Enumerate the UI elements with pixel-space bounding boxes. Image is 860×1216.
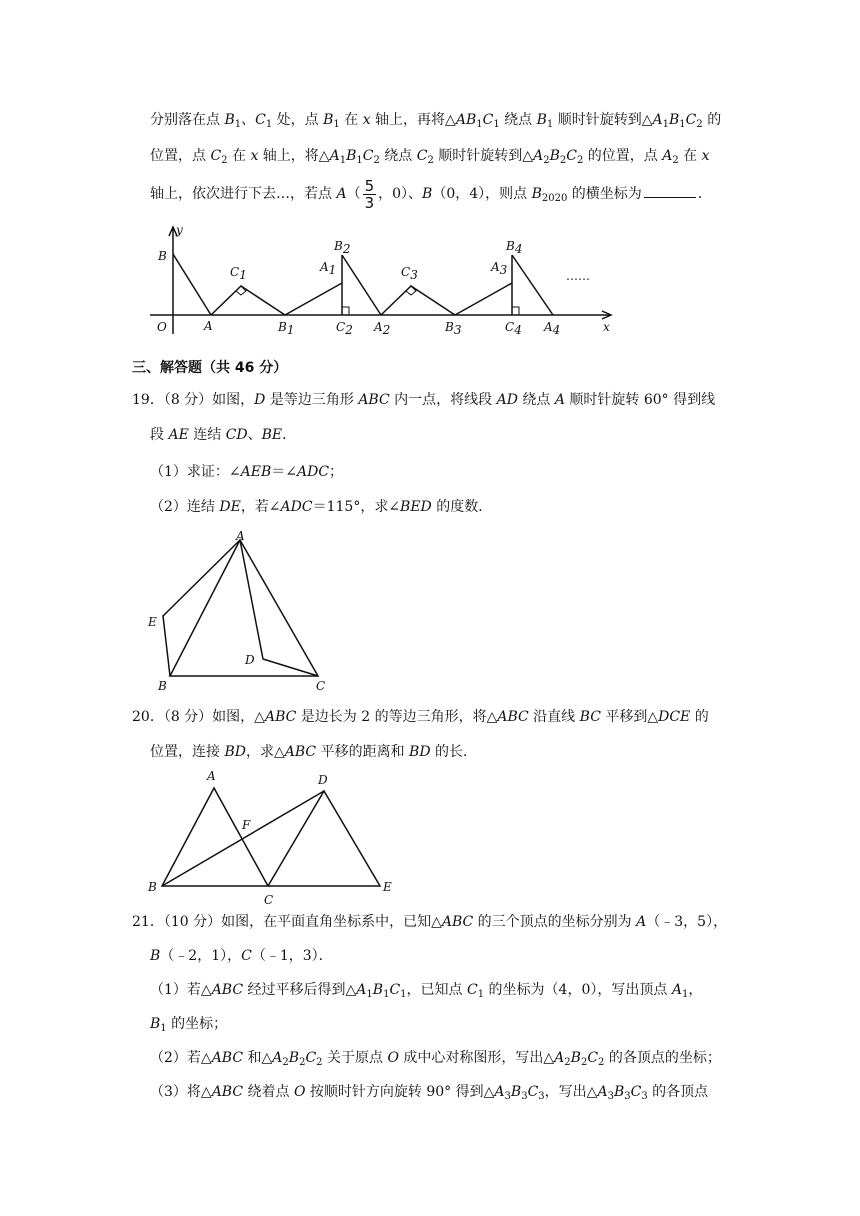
label-C: C xyxy=(264,893,274,907)
triangle-ABC xyxy=(162,788,268,886)
q19-line2: 段 AE 连结 CD、BE． xyxy=(150,427,297,443)
label-y: y xyxy=(176,223,183,237)
label-D: D xyxy=(245,653,255,667)
section-title: 三、解答题（共 46 分） xyxy=(132,360,288,376)
label-A2: A2 xyxy=(374,320,391,337)
label-A3: A3 xyxy=(491,260,508,277)
triangle-DCE xyxy=(268,791,380,886)
q19-part2: （2）连结 DE，若∠ADC＝115°，求∠BED 的度数． xyxy=(150,499,493,515)
q19-part1: （1）求证：∠AEB＝∠ADC； xyxy=(150,464,344,480)
label-D: D xyxy=(318,773,328,787)
q18-text-line1: 分别落在点 $B_1$、$C_1$ 处，点 $B_1$ 在 x 轴上，再将$\triangle AB_1C_1$ 绕点 $B_1$ 顺时针旋转到$\triangle A_1B_1C_2$ 的 xyxy=(150,112,722,130)
label-B1: B1 xyxy=(278,320,295,337)
label-E: E xyxy=(383,880,392,894)
q18-text-line3: 轴上，依次进行下去…，若点 A（ $\frac{5}{3}$ ，0）、B（0，4），则点 $B_{2020}$ 的横坐标为 ． xyxy=(150,176,712,212)
label-B4: B4 xyxy=(506,239,523,256)
q21-part3: （3）将△ABC 绕着点 O 按顺时针方向旋转 90° 得到$\triangle A_3B_3C_3$，写出$\triangle A_3B_3C_3$ 的各顶点 xyxy=(150,1084,709,1102)
label-B: B xyxy=(148,880,157,894)
q21-part2: （2）若△ABC 和$\triangle A_2B_2C_2$ 关于原点 O 成中心对称图形，写出$\triangle A_2B_2C_2$ 的各顶点的坐标； xyxy=(150,1050,721,1068)
label-B: B xyxy=(158,249,167,263)
label-ellipsis: …… xyxy=(566,269,590,283)
label-A1: A1 xyxy=(320,260,337,277)
label-E: E xyxy=(148,615,157,629)
q18-text-line2: 位置，点 $C_2$ 在 x 轴上，将$\triangle A_1B_1C_2$ 绕点 $C_2$ 顺时针旋转到$\triangle A_2B_2C_2$ 的位置，点 $A_2$ 在 x xyxy=(150,148,710,166)
label-A: A xyxy=(236,529,245,543)
q20-line1: 20．（8 分）如图，△ABC 是边长为 2 的等边三角形，将△ABC 沿直线 BC 平移到△DCE 的 xyxy=(132,709,709,725)
label-C4: C4 xyxy=(505,320,522,337)
label-B3: B3 xyxy=(445,320,462,337)
fraction-5-3: $\frac{5}{3}$ xyxy=(364,176,375,212)
label-O: O xyxy=(157,320,167,334)
label-C1: C1 xyxy=(230,265,247,282)
label-C2: C2 xyxy=(336,320,353,337)
q21-line2: B（﹣2，1），C（﹣1，3）． xyxy=(150,948,333,964)
q21-part1-cont: $B_1$ 的坐标； xyxy=(150,1016,228,1034)
label-A: A xyxy=(204,319,213,333)
label-F: F xyxy=(242,818,251,832)
label-A: A xyxy=(207,769,216,783)
label-B: B xyxy=(158,679,167,693)
label-A4: A4 xyxy=(544,320,561,337)
q21-part1: （1）若△ABC 经过平移后得到$\triangle A_1B_1C_1$，已知点 $C_1$ 的坐标为（4，0），写出顶点 $A_1$， xyxy=(150,982,703,1000)
label-B2: B2 xyxy=(334,239,351,256)
label-C3: C3 xyxy=(401,265,418,282)
label-x: x xyxy=(603,320,610,334)
q20-line2: 位置，连接 BD，求△ABC 平移的距离和 BD 的长． xyxy=(150,744,477,760)
q21-line1: 21．（10 分）如图，在平面直角坐标系中，已知△ABC 的三个顶点的坐标分别为 A（﹣3，5）， xyxy=(132,914,728,930)
q19-line1: 19．（8 分）如图，D 是等边三角形 ABC 内一点，将线段 AD 绕点 A 顺时针旋转 60° 得到线 xyxy=(132,392,716,408)
label-C: C xyxy=(316,679,326,693)
segment-BD xyxy=(162,791,324,886)
